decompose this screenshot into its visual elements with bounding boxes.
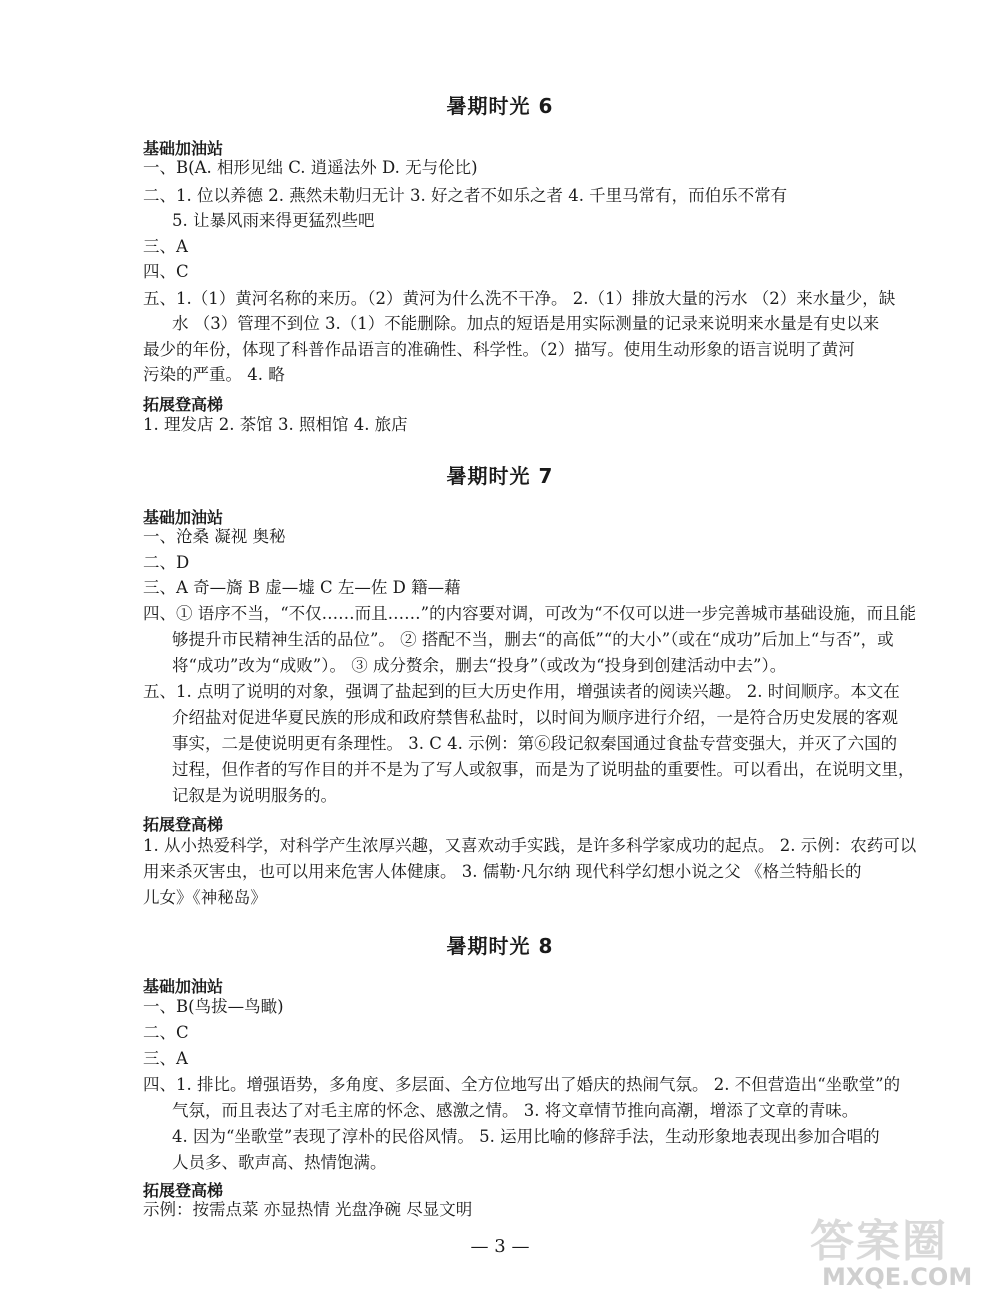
section-8-title: 暑期时光 8 xyxy=(446,934,554,958)
section-7-extension-line: 儿女》《神秘岛》 xyxy=(143,888,267,907)
section-8-extension-line: 示例：按需点菜 亦显热情 光盘净碗 尽显文明 xyxy=(143,1200,473,1219)
section-7-extension-heading: 拓展登高梯 xyxy=(143,815,224,834)
section-7-title: 暑期时光 7 xyxy=(446,464,554,488)
section-7-line: 四、① 语序不当，“不仅……而且……”的内容要对调，可改为“不仅可以进一步完善城市基础设施，而且能 xyxy=(143,604,917,623)
section-6-line: 5. 让暴风雨来得更猛烈些吧 xyxy=(172,211,375,230)
section-8-line: 4. 因为“坐歌堂”表现了淳朴的民俗风情。 5. 运用比喻的修辞手法，生动形象地表现出参加合唱的 xyxy=(172,1127,880,1146)
section-7-extension-line: 用来杀灭害虫，也可以用来危害人体健康。 3. 儒勒·凡尔纳 现代科学幻想小说之父 《格兰特船长的 xyxy=(143,862,862,881)
section-8-basic-heading: 基础加油站 xyxy=(143,977,224,996)
section-8-extension-heading: 拓展登高梯 xyxy=(143,1181,224,1200)
section-6-basic-heading: 基础加油站 xyxy=(143,139,224,158)
section-6-extension-heading: 拓展登高梯 xyxy=(143,395,224,414)
section-8-line: 气氛，而且表达了对毛主席的怀念、感激之情。 3. 将文章情节推向高潮，增添了文章的青味。 xyxy=(172,1101,859,1120)
section-6-line: 一、B(A. 相形见绌 C. 逍遥法外 D. 无与伦比) xyxy=(143,158,478,177)
section-6-line: 污染的严重。 4. 略 xyxy=(143,365,285,384)
section-6-line: 三、A xyxy=(143,237,188,256)
section-8-line: 人员多、歌声高、热情饱满。 xyxy=(172,1153,387,1172)
section-7-line: 够提升市民精神生活的品位”。 ② 搭配不当，删去“的高低”“的大小”（或在“成功”后加上“与否”，或 xyxy=(172,630,894,649)
section-7-line: 介绍盐对促进华夏民族的形成和政府禁售私盐时，以时间为顺序进行介绍，一是符合历史发展的客观 xyxy=(172,708,898,727)
section-8-line: 三、A xyxy=(143,1049,188,1068)
section-6-line: 二、1. 位以养德 2. 燕然未勒归无计 3. 好之者不如乐之者 4. 千里马常有，而伯乐不常有 xyxy=(143,186,788,205)
section-7-line: 一、沧桑 凝视 奥秘 xyxy=(143,527,286,546)
section-7-line: 三、A 奇—旖 B 虚—墟 C 左—佐 D 籍—藉 xyxy=(143,578,461,597)
page-number: — 3 — xyxy=(470,1236,530,1257)
section-7-line: 五、1. 点明了说明的对象，强调了盐起到的巨大历史作用，增强读者的阅读兴趣。 2. 时间顺序。本文在 xyxy=(143,682,900,701)
section-7-line: 二、D xyxy=(143,553,190,572)
section-7-line: 将“成功”改为“成败”）。 ③ 成分赘余，删去“投身”（或改为“投身到创建活动中去”）。 xyxy=(172,656,787,675)
section-8-line: 四、1. 排比。增强语势，多角度、多层面、全方位地写出了婚庆的热闹气氛。 2. 不但营造出“坐歌堂”的 xyxy=(143,1075,901,1094)
section-6-line: 水 （3）管理不到位 3.（1）不能删除。加点的短语是用实际测量的记录来说明来水量是有史以来 xyxy=(172,314,880,333)
watermark-url: MXQE.COM xyxy=(822,1263,973,1291)
section-7-extension-line: 1. 从小热爱科学，对科学产生浓厚兴趣，又喜欢动手实践，是许多科学家成功的起点。 2. 示例：农药可以 xyxy=(143,836,917,855)
section-6-extension-line: 1. 理发店 2. 茶馆 3. 照相馆 4. 旅店 xyxy=(143,415,408,434)
section-6-title: 暑期时光 6 xyxy=(446,94,554,118)
section-7-basic-heading: 基础加油站 xyxy=(143,508,224,527)
section-8-line: 一、B(鸟拔—鸟瞰) xyxy=(143,997,284,1016)
section-8-line: 二、C xyxy=(143,1023,189,1042)
section-6-line: 四、C xyxy=(143,262,189,281)
section-6-line: 五、1.（1）黄河名称的来历。（2）黄河为什么洗不干净。 2.（1）排放大量的污水 （2）来水量少，缺 xyxy=(143,289,896,308)
section-7-line: 记叙是为说明服务的。 xyxy=(172,786,337,805)
watermark-text: 答案圈 xyxy=(810,1216,948,1267)
section-6-line: 最少的年份，体现了科普作品语言的准确性、科学性。（2）描写。使用生动形象的语言说明了黄河 xyxy=(143,340,855,359)
watermark-logo xyxy=(810,1205,990,1295)
section-7-line: 过程，但作者的写作目的并不是为了写人或叙事，而是为了说明盐的重要性。可以看出，在说明文里， xyxy=(172,760,915,779)
section-7-line: 事实，二是使说明更有条理性。 3. C 4. 示例：第⑥段记叙秦国通过食盐专营变强大，并灭了六国的 xyxy=(172,734,898,753)
